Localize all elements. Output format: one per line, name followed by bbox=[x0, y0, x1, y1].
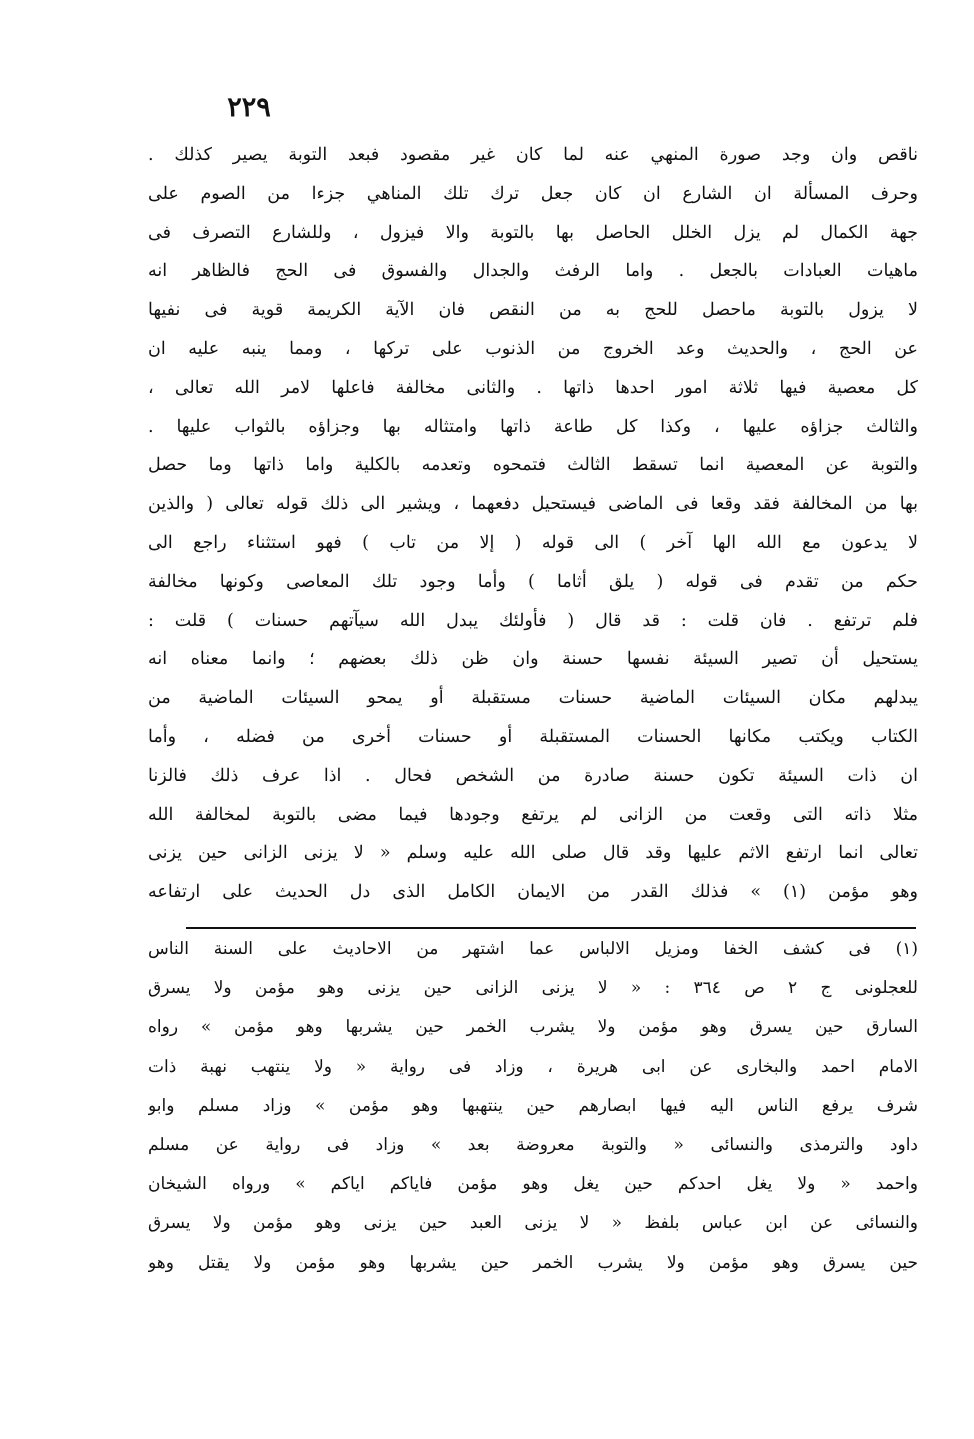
text-line: مثلا ذاته التى وقعت من الزانى لم يرتفع وجودها فيما مضى بالتوبة لمخالفة الله bbox=[148, 804, 918, 825]
footnote-line: للعجلونى ج ٢ ص ٣٦٤ : « لا يزنى الزانى حين يزنى وهو مؤمن ولا يسرق bbox=[148, 978, 918, 999]
footnote-line: واحمد « ولا يغل احدكم حين يغل وهو مؤمن فاياكم اياكم » ورواه الشيخان bbox=[148, 1174, 918, 1195]
text-line: الكتاب ويكتب مكانها الحسنات المستقبلة أو حسنات أخرى من فضله ، وأما bbox=[148, 726, 918, 747]
footnote-divider bbox=[186, 927, 916, 929]
text-line: حكم من تقدم فى قوله ( يلق أثاما ) وأما وجود تلك المعاصى وكونها مخالفة bbox=[148, 571, 918, 592]
page-number: ٢٢٩ bbox=[227, 92, 271, 123]
text-line: ناقص وان وجد صورة المنهي عنه لما كان غير مقصود فبعد التوبة يصير كذلك . bbox=[148, 145, 918, 165]
footnote-line: الامام احمد والبخارى عن ابى هريرة ، وزاد فى رواية « ولا ينتهب نهبة ذات bbox=[148, 1056, 918, 1077]
footnote-line: (١) فى كشف الخفا ومزيل الالباس عما اشتهر من الاحاديث على السنة الناس bbox=[148, 939, 918, 959]
text-line: والثالث جزاؤه عليها ، وكذا كل طاعة ذاتها وامتثاله بها وجزاؤه بالثواب عليها . bbox=[148, 416, 918, 437]
text-line: فلم ترتفع . فان قلت : قد قال ( فأولئك يبدل الله سيآتهم حسنات ) قلت : bbox=[148, 610, 918, 631]
text-line: كل معصية فيها ثلاثة امور احدها ذاتها . والثانى مخالفة فاعلها لامر الله تعالى ، bbox=[148, 377, 918, 398]
footnote-line: داود والترمذى والنسائى « والتوبة معروضة بعد » وزاد فى رواية عن مسلم bbox=[148, 1134, 918, 1155]
text-line: جهة الكمال لم يزل الخلل الحاصل بها بالتوبة والا فيزول ، وللشارع التصرف فى bbox=[148, 222, 918, 243]
text-line: والتوبة عن المعصية انما تسقط الثالث فتمحوه وتعدمه بالكلية واما ذاتها وما حصل bbox=[148, 455, 918, 476]
text-line: يستحيل أن تصير السيئة نفسها حسنة وان ظن ذلك بعضهم ؛ وانما معناه انه bbox=[148, 649, 918, 670]
footnote-line: شرف يرفع الناس اليه فيها ابصارهم حين ينتهبها وهو مؤمن » وزاد مسلم وابو bbox=[148, 1095, 918, 1116]
text-line: يبدلهم مكان السيئات الماضية حسنات مستقبلة أو يمحو السيئات الماضية من bbox=[148, 688, 918, 709]
text-line: وهو مؤمن (١) » فذلك القدر من الايمان الكامل الذى دل الحديث على ارتفاعه bbox=[148, 882, 918, 903]
footnote-line: والنسائى عن ابن عباس بلفظ « لا يزنى العبد حين يزنى وهو مؤمن ولا يسرق bbox=[148, 1213, 918, 1234]
footnote-line: حين يسرق وهو مؤمن ولا يشرب الخمر حين يشربها وهو مؤمن ولا يقتل وهو bbox=[148, 1252, 918, 1273]
text-line: لا يدعون مع الله الها آخر ) الى قوله ( إلا من تاب ) فهو استثناء راجع الى bbox=[148, 532, 918, 553]
footnotes bbox=[148, 930, 918, 1283]
text-line: وحرف المسألة ان الشارع ان كان جعل ترك تلك المناهي جزءا من الصوم على bbox=[148, 183, 918, 204]
text-line: لا يزول بالتوبة ماحصل للحج به من النقص فان الآية الكريمة قوية فى نفيها bbox=[148, 300, 918, 321]
footnote-line: السارق حين يسرق وهو مؤمن ولا يشرب الخمر حين يشربها وهو مؤمن » رواه bbox=[148, 1017, 918, 1038]
text-line: ان ذات السيئة تكون حسنة صادرة من الشخص فحال . اذا عرف ذلك فالزنا bbox=[148, 765, 918, 786]
main-text bbox=[148, 136, 918, 912]
text-line: بها من المخالفة فقد وقعا فى الماضى فيستحيل دفعهما ، ويشير الى ذلك قوله تعالى ( والذين bbox=[148, 494, 918, 515]
text-line: عن الحج ، والحديث وعد الخروج من الذنوب على تركها ، ومما ينبه عليه ان bbox=[148, 338, 918, 359]
text-line: ماهيات العبادات بالجعل . واما الرفث والجدال والفسوق فى الحج فالظاهر انه bbox=[148, 261, 918, 282]
text-line: تعالى انما ارتفع الاثم عليها وقد قال صلى الله عليه وسلم « لا يزنى الزانى حين يزنى bbox=[148, 843, 918, 864]
